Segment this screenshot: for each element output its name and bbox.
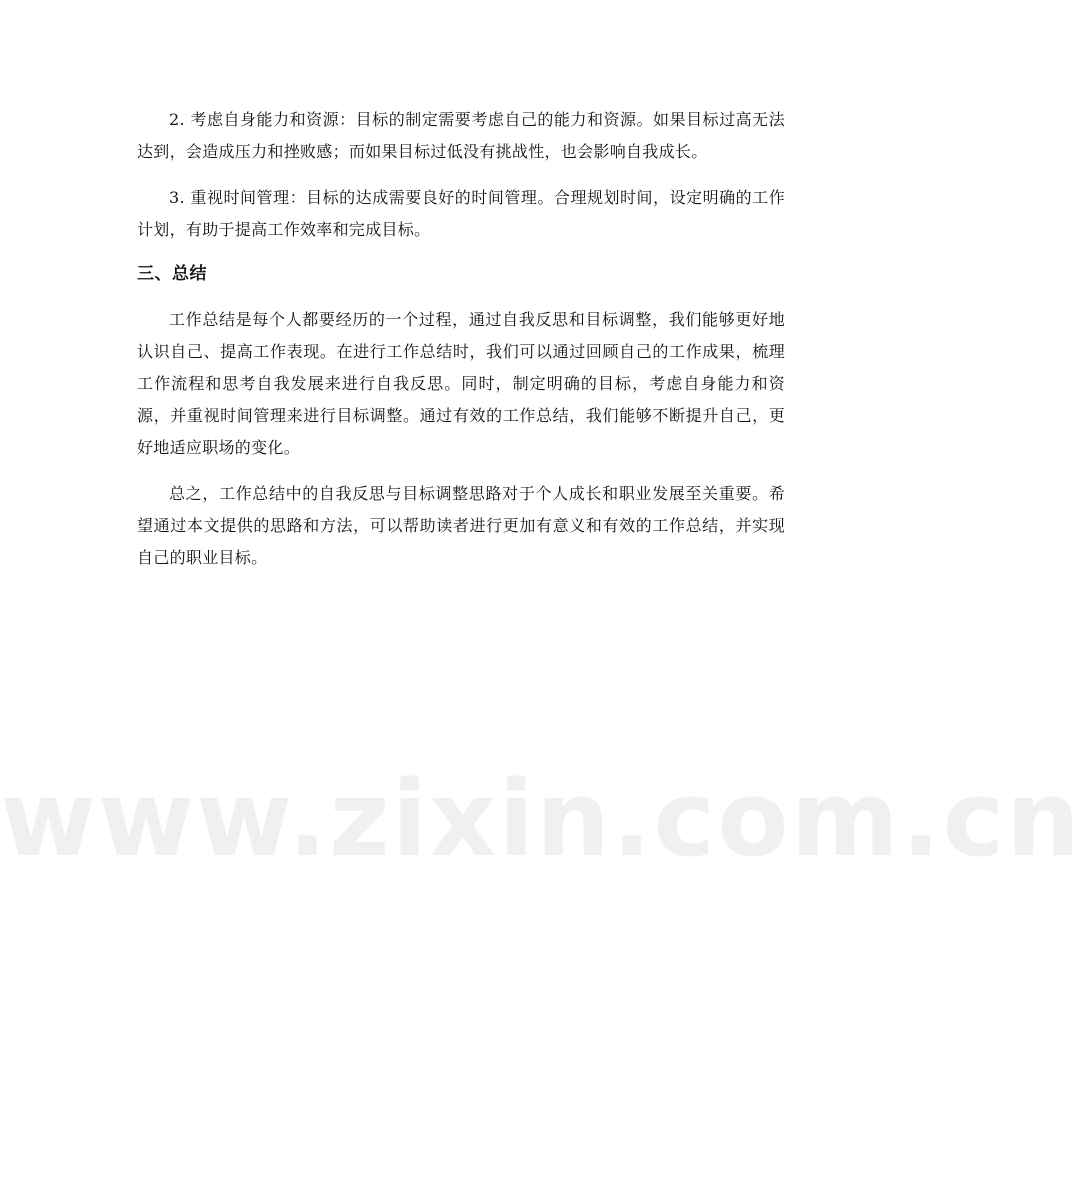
document-body <box>137 104 785 574</box>
paragraph-conclusion: 总之，工作总结中的自我反思与目标调整思路对于个人成长和职业发展至关重要。希望通过本文提供的思路和方法，可以帮助读者进行更加有意义和有效的工作总结，并实现自己的职业目标。 <box>137 484 785 567</box>
paragraph-consider-abilities: 2. 考虑自身能力和资源：目标的制定需要考虑自己的能力和资源。如果目标过高无法达到，会造成压力和挫败感；而如果目标过低没有挑战性，也会影响自我成长。 <box>137 110 785 161</box>
section-heading-summary: 三、总结 <box>137 264 207 284</box>
watermark-text: www.zixin.com.cn <box>0 758 1082 880</box>
paragraph-summary-process: 工作总结是每个人都要经历的一个过程，通过自我反思和目标调整，我们能够更好地认识自己、提高工作表现。在进行工作总结时，我们可以通过回顾自己的工作成果，梳理工作流程和思考自我发展来进行自我反思。同时，制定明确的目标，考虑自身能力和资源，并重视时间管理来进行目标调整。通过有效的工作总结，我们能够不断提升自己，更好地适应职场的变化。 <box>137 310 785 457</box>
paragraph-time-management: 3. 重视时间管理：目标的达成需要良好的时间管理。合理规划时间，设定明确的工作计划，有助于提高工作效率和完成目标。 <box>137 188 785 239</box>
